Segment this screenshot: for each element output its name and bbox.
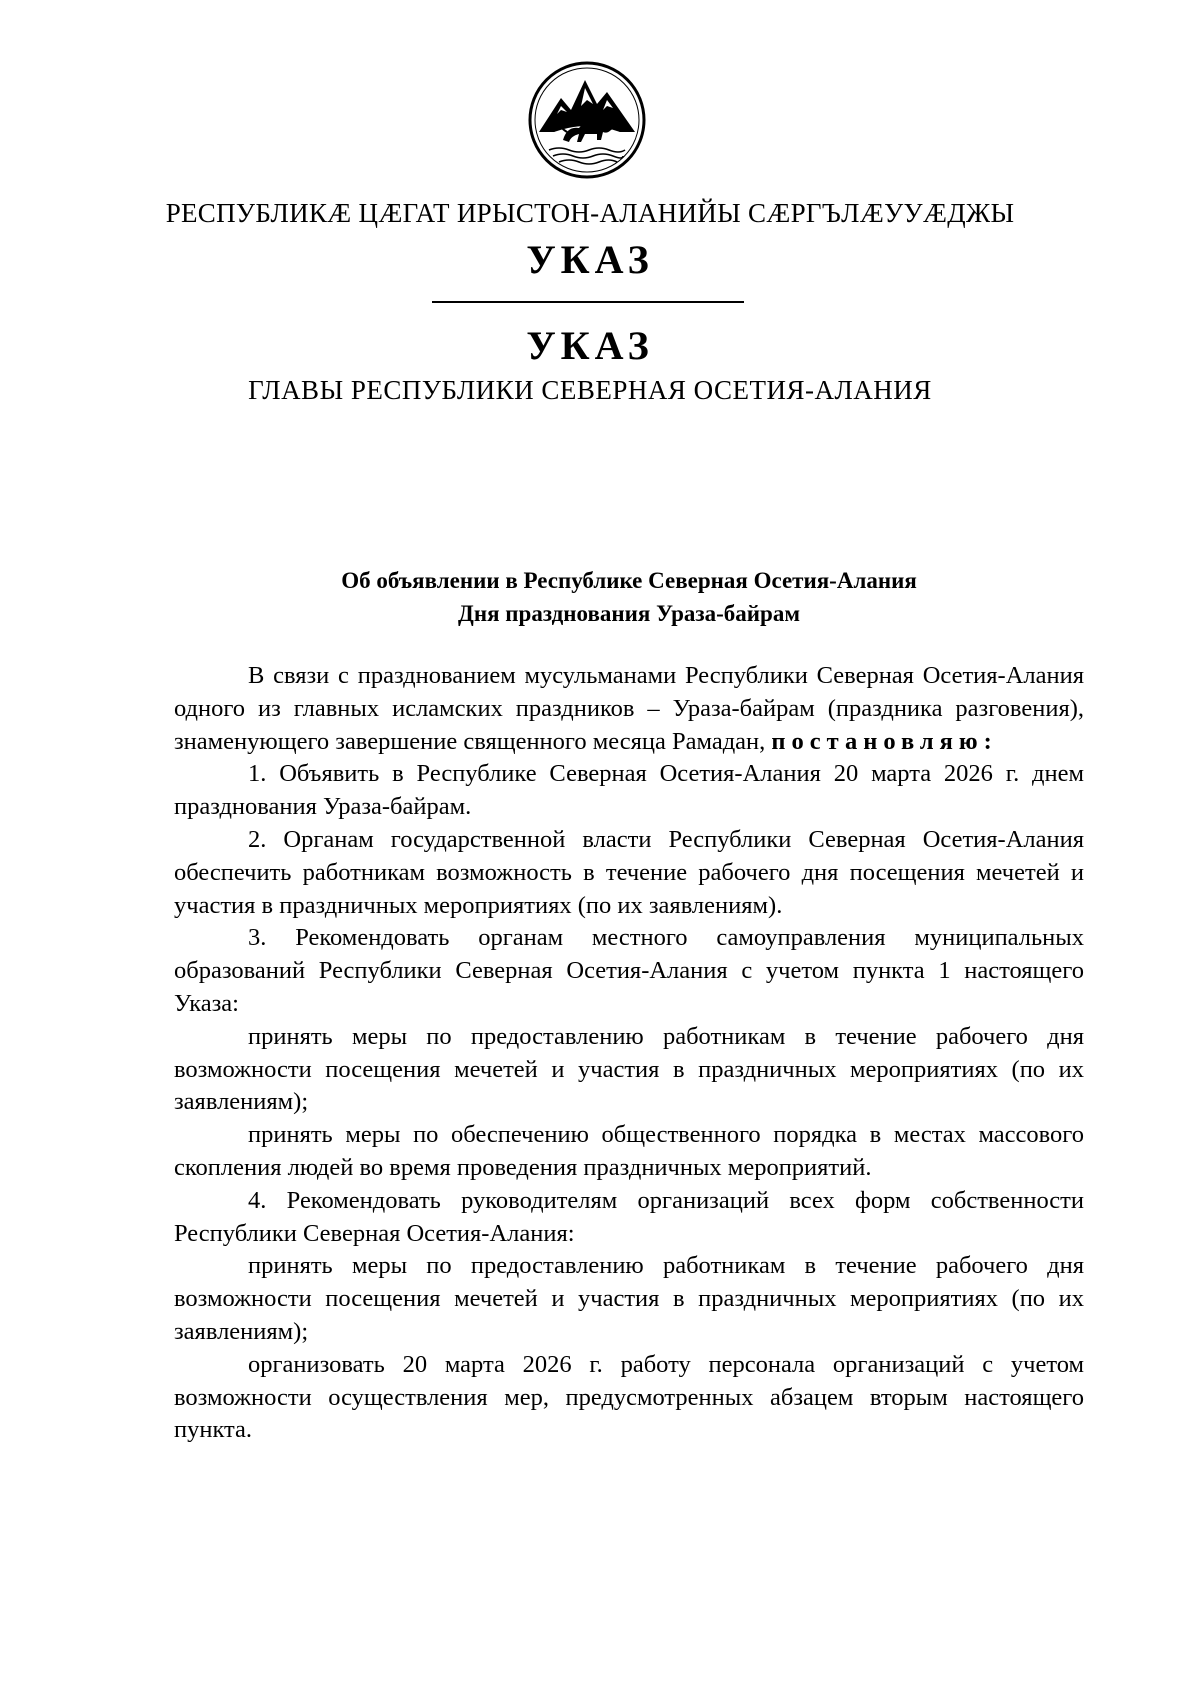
ukaz-title-ossetian: УКАЗ	[526, 237, 654, 282]
preamble-paragraph	[174, 660, 1084, 758]
item-3-sub-2-paragraph: принять меры по обеспечению общественного порядка в местах массового скопления людей во время проведения праздничных мероприятий.	[174, 1121, 1084, 1181]
item-4-sub-1-paragraph: принять меры по предоставлению работникам в течение рабочего дня возможности посещения мечетей и участия в праздничных мероприятиях (по их заявлениям);	[174, 1252, 1084, 1345]
decree-title-line-2: Дня празднования Ураза-байрам	[458, 601, 800, 626]
divider-line	[432, 301, 744, 303]
resolve-colon: :	[983, 727, 992, 755]
item-4-paragraph: 4. Рекомендовать руководителям организаций всех форм собственности Республики Северная Осетия-Алания:	[174, 1186, 1084, 1247]
coat-of-arms-icon	[527, 60, 647, 180]
ossetian-header: РЕСПУБЛИКӔ ЦӔГАТ ИРЫСТОН-АЛАНИЙЫ СӔРГЪЛӔУУӔДЖЫ	[165, 198, 1015, 228]
item-3-sub-1-paragraph: принять меры по предоставлению работникам в течение рабочего дня возможности посещения мечетей и участия в праздничных мероприятиях (по их заявлениям);	[174, 1022, 1084, 1116]
decree-body	[174, 660, 1084, 1447]
resolve-word: постановляю	[771, 727, 984, 755]
ukaz-title-russian: УКАЗ	[526, 323, 654, 368]
item-2-paragraph: 2. Органам государственной власти Республики Северная Осетия-Алания обеспечить работникам возможность в течение рабочего дня посещения мечетей и участия в праздничных мероприятиях (по их заявлениям).	[174, 825, 1084, 919]
item-3-paragraph: 3. Рекомендовать органам местного самоуправления муниципальных образований Республики Северная Осетия-Алания с учетом пункта 1 настоящего Указа:	[174, 924, 1084, 1017]
decree-title	[174, 564, 1084, 630]
russian-header: ГЛАВЫ РЕСПУБЛИКИ СЕВЕРНАЯ ОСЕТИЯ-АЛАНИЯ	[248, 375, 932, 405]
item-1-paragraph: 1. Объявить в Республике Северная Осетия-Алания 20 марта 2026 г. днем празднования Ураза-байрам.	[174, 760, 1084, 821]
decree-title-line-1: Об объявлении в Республике Северная Осетия-Алания	[341, 568, 917, 593]
preamble-text: В связи с празднованием мусульманами Республики Северная Осетия-Алания одного из главных исламских праздников – Ураза-байрам (праздника разговения), знаменующего завершение священного месяца Рамадан,	[174, 662, 1084, 755]
item-4-sub-2-paragraph: организовать 20 марта 2026 г. работу персонала организаций с учетом возможности осуществления мер, предусмотренных абзацем вторым настоящего пункта.	[174, 1350, 1084, 1444]
